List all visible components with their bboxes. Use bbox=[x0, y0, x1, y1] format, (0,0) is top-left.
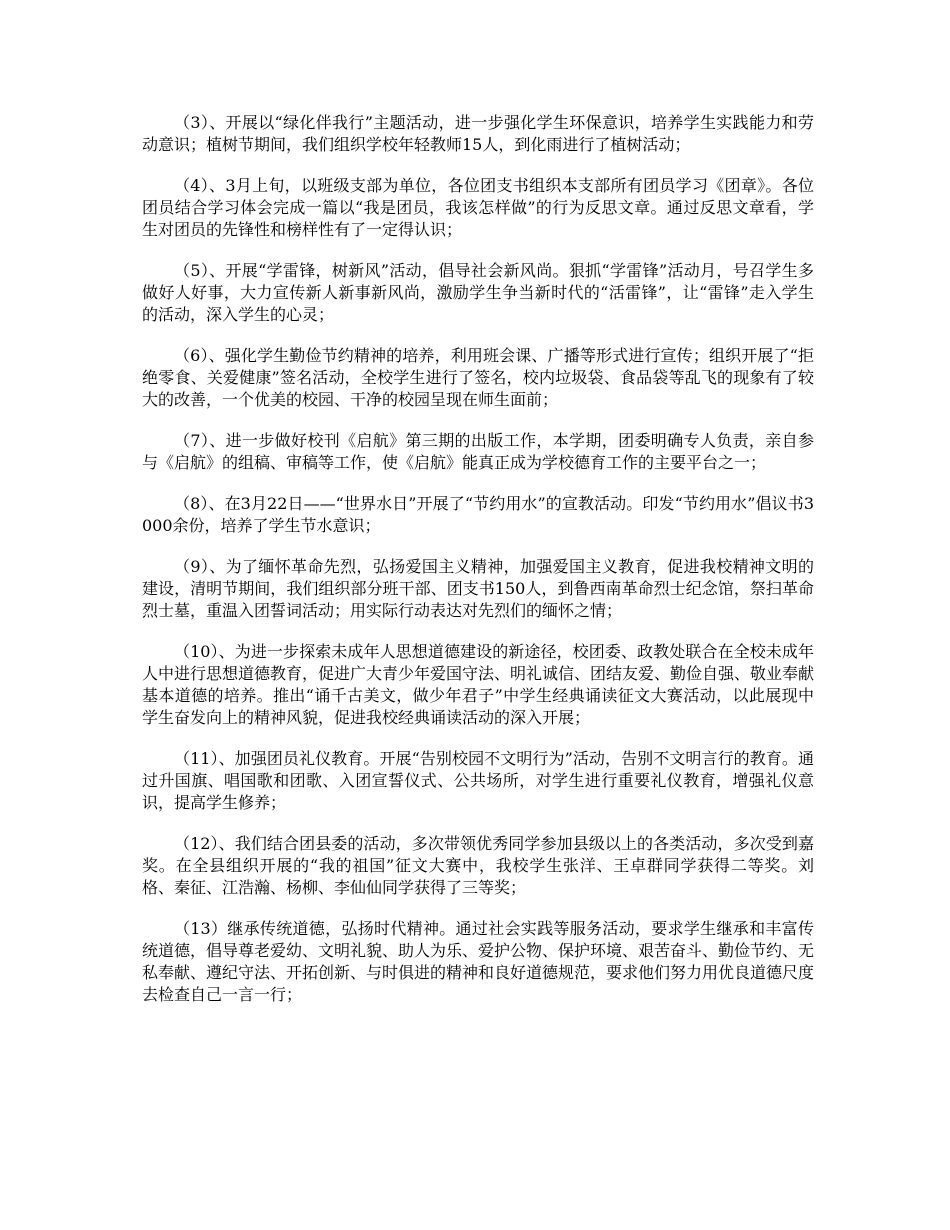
document-body bbox=[142, 112, 814, 1025]
paragraph-3: （3）、开展以“绿化伴我行”主题活动，进一步强化学生环保意识，培养学生实践能力和劳动意识；植树节期间，我们组织学校年轻教师15人，到化雨进行了植树活动； bbox=[142, 113, 814, 154]
paragraph-8: （8）、在3月22日——“世界水日”开展了“节约用水”的宣教活动。印发“节约用水”倡议书3000余份，培养了学生节水意识； bbox=[142, 494, 814, 535]
paragraph-13: （13）继承传统道德，弘扬时代精神。通过社会实践等服务活动，要求学生继承和丰富传统道德，倡导尊老爱幼、文明礼貌、助人为乐、爱护公物、保护环境、艰苦奋斗、勤俭节约、无私奉献、遵纪守法、开拓创新、与时俱进的精神和良好道德规范，要求他们努力用优良道德尺度去检查自己一言一行； bbox=[142, 919, 815, 1004]
paragraph-4: （4）、3月上旬，以班级支部为单位，各位团支书组织本支部所有团员学习《团章》。各位团员结合学习体会完成一篇以“我是团员，我该怎样做”的行为反思文章。通过反思文章看，学生对团员的先锋性和榜样性有了一定得认识； bbox=[142, 176, 814, 239]
paragraph-9: （9）、为了缅怀革命先烈，弘扬爱国主义精神，加强爱国主义教育，促进我校精神文明的建设，清明节期间，我们组织部分班干部、团支书150人，到鲁西南革命烈士纪念馆，祭扫革命烈士墓，重温入团誓词活动；用实际行动表达对先烈们的缅怀之情； bbox=[142, 557, 814, 620]
paragraph-6: （6）、强化学生勤俭节约精神的培养，利用班会课、广播等形式进行宣传；组织开展了“拒绝零食、关爱健康”签名活动，全校学生进行了签名，校内垃圾袋、食品袋等乱飞的现象有了较大的改善，一个优美的校园、干净的校园呈现在师生面前； bbox=[142, 346, 814, 409]
paragraph-11: （11）、加强团员礼仪教育。开展“告别校园不文明行为”活动，告别不文明言行的教育。通过升国旗、唱国歌和团歌、入团宣誓仪式、公共场所，对学生进行重要礼仪教育，增强礼仪意识，提高学生修养； bbox=[142, 749, 814, 812]
paragraph-10: （10）、为进一步探索未成年人思想道德建设的新途径，校团委、政教处联合在全校未成年人中进行思想道德教育，促进广大青少年爱国守法、明礼诚信、团结友爱、勤俭自强、敬业奉献基本道德的培养。推出“诵千古美文，做少年君子”中学生经典诵读征文大赛活动，以此展现中学生奋发向上的精神风貌，促进我校经典诵读活动的深入开展； bbox=[142, 642, 815, 727]
paragraph-5: （5）、开展“学雷锋，树新风”活动，倡导社会新风尚。狠抓“学雷锋”活动月，号召学生多做好人好事，大力宣传新人新事新风尚，激励学生争当新时代的“活雷锋”，让“雷锋”走入学生的活动，深入学生的心灵； bbox=[142, 261, 814, 324]
paragraph-7: （7）、进一步做好校刊《启航》第三期的出版工作，本学期，团委明确专人负责，亲自参与《启航》的组稿、审稿等工作，使《启航》能真正成为学校德育工作的主要平台之一； bbox=[142, 431, 814, 472]
paragraph-12: （12）、我们结合团县委的活动，多次带领优秀同学参加县级以上的各类活动，多次受到嘉奖。在全县组织开展的“我的祖国”征文大赛中，我校学生张洋、王卓群同学获得二等奖。刘格、秦征、江浩瀚、杨柳、李仙仙同学获得了三等奖； bbox=[142, 834, 814, 897]
